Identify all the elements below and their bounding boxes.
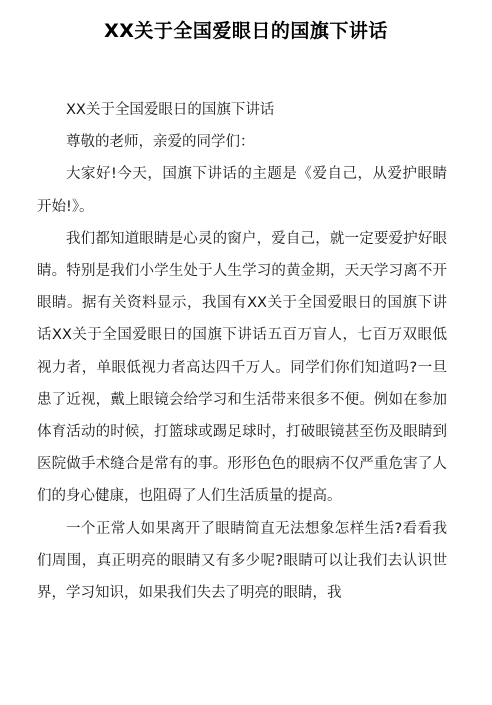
- document-title: XX关于全国爱眼日的国旗下讲话: [104, 20, 388, 42]
- paragraph-body-2: 一个正常人如果离开了眼睛简直无法想象怎样生活?看看我们周围，真正明亮的眼睛又有多少呢?眼睛可以让我们去认识世界，学习知识，如果我们失去了明亮的眼睛，我: [37, 520, 447, 602]
- paragraph-greeting: 大家好!今天，国旗下讲话的主题是《爱自己，从爱护眼睛开始!》。: [37, 166, 447, 215]
- paragraph-body-1: 我们都知道眼睛是心灵的窗户，爱自己，就一定要爱护好眼睛。特别是我们小学生处于人生学习的黄金期，天天学习离不开眼睛。据有关资料显示，我国有XX关于全国爱眼日的国旗下讲话XX关于全国爱眼日的国旗下讲话五百万盲人，七百万双眼低视力者，单眼低视力者高达四千万人。同学们你们知道吗?一旦患了近视，戴上眼镜会给学习和生活带来很多不便。例如在参加体育活动的时候，打篮球或踢足球时，打破眼镜甚至伤及眼睛到医院做手术缝合是常有的事。形形色色的眼病不仅严重危害了人们的身心健康，也阻碍了人们生活质量的提高。: [37, 230, 447, 505]
- document-body: [37, 94, 447, 609]
- paragraph-salutation: 尊敬的老师，亲爱的同学们：: [66, 134, 255, 151]
- paragraph-heading: XX关于全国爱眼日的国旗下讲话: [66, 102, 275, 118]
